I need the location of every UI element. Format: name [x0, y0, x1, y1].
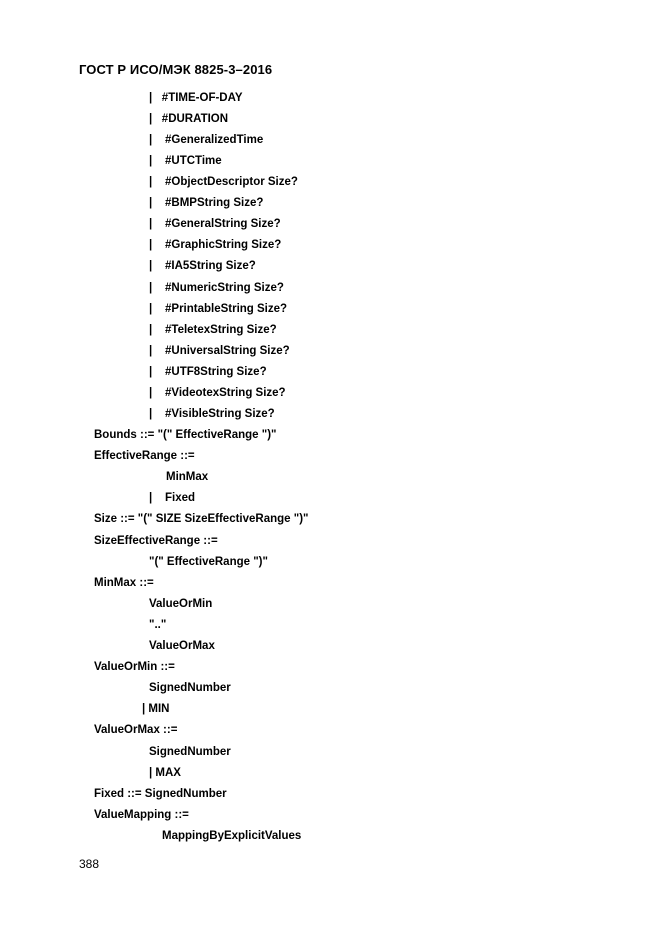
code-line: SignedNumber — [149, 682, 231, 694]
code-line: SignedNumber — [149, 746, 231, 758]
code-line: | #TIME-OF-DAY — [149, 92, 243, 104]
code-line: | MIN — [142, 703, 170, 715]
code-line: MappingByExplicitValues — [162, 830, 302, 842]
code-line: | #BMPString Size? — [149, 197, 264, 209]
code-line: "(" EffectiveRange ")" — [149, 556, 268, 568]
code-line: Bounds ::= "(" EffectiveRange ")" — [94, 429, 277, 441]
code-line: | #VisibleString Size? — [149, 408, 275, 420]
code-line: ValueOrMin ::= — [94, 661, 175, 673]
code-line: | #UTCTime — [149, 155, 222, 167]
code-line: | #IA5String Size? — [149, 260, 256, 272]
code-line: | #VideotexString Size? — [149, 387, 286, 399]
code-line: ValueMapping ::= — [94, 809, 189, 821]
code-line: | #NumericString Size? — [149, 282, 284, 294]
code-line: | #UTF8String Size? — [149, 366, 267, 378]
code-line: | #UniversalString Size? — [149, 345, 290, 357]
code-line: | #PrintableString Size? — [149, 303, 288, 315]
code-line: ValueOrMin — [149, 598, 213, 610]
code-line: ValueOrMax ::= — [94, 724, 178, 736]
code-line: | #GraphicString Size? — [149, 239, 282, 251]
code-line: | #ObjectDescriptor Size? — [149, 176, 298, 188]
code-line: | Fixed — [149, 492, 196, 504]
code-line: MinMax — [166, 471, 209, 483]
code-line: MinMax ::= — [94, 577, 154, 589]
code-line: | #DURATION — [149, 113, 229, 125]
code-line: | MAX — [149, 767, 181, 779]
code-line: | #TeletexString Size? — [149, 324, 277, 336]
code-line: ValueOrMax — [149, 640, 215, 652]
code-line: ".." — [149, 619, 167, 631]
code-line: | #GeneralString Size? — [149, 218, 281, 230]
code-line: | #GeneralizedTime — [149, 134, 264, 146]
code-line: SizeEffectiveRange ::= — [94, 535, 218, 547]
page-number: 388 — [79, 857, 100, 871]
page-header: ГОСТ Р ИСО/МЭК 8825-3–2016 — [79, 62, 273, 77]
code-line: Size ::= "(" SIZE SizeEffectiveRange ")" — [94, 513, 309, 525]
code-line: Fixed ::= SignedNumber — [94, 788, 227, 800]
code-line: EffectiveRange ::= — [94, 450, 195, 462]
